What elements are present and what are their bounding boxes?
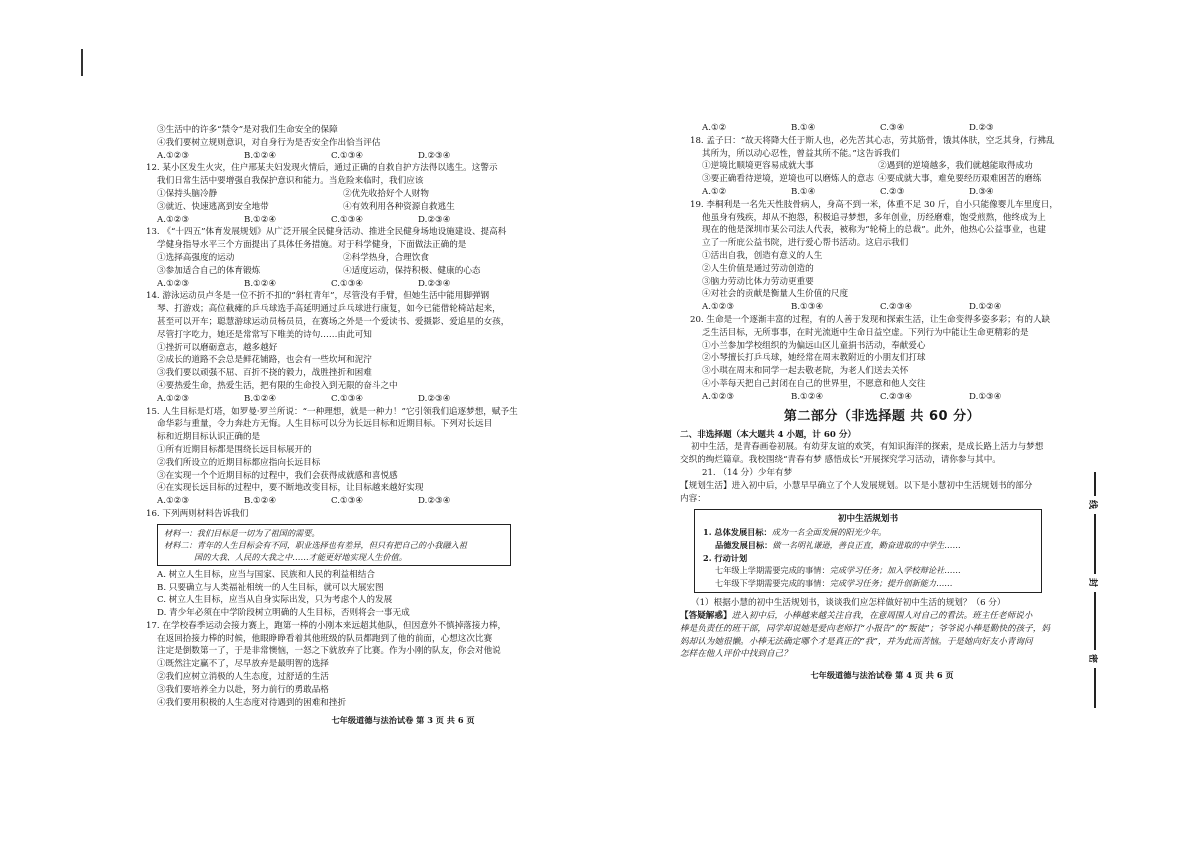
q21-stem-1: 【规划生活】进入初中后，小慧早早确立了个人发展规划。以下是小慧初中生活规划书的部分 xyxy=(680,480,1033,491)
binding-dash xyxy=(1094,668,1096,708)
q14-stem-4: 尽管打字吃力，她还是常常写下唯美的诗句……由此可知 xyxy=(157,329,372,340)
q16-material-1: 材料一：我们目标是一切为了祖国的需要。 xyxy=(164,527,320,538)
q15-stem-1: 15. 人生目标是灯塔，如罗曼·罗兰所说：“一种理想，就是一种力！”它引领我们追逐梦想，赋予生 xyxy=(146,406,518,417)
q15-stem-2: 命华彩与重量，令力奔赴方无悔。人生目标可以分为长远目标和近期目标。下列对长远目 xyxy=(157,419,493,430)
exam-page-4 xyxy=(680,122,1084,682)
q18-item-4: ④要成就大事，难免要经历艰难困苦的磨练 xyxy=(878,174,1042,185)
q17-item-3: ③我们要培养全力以赴，努力前行的勇敢品格 xyxy=(157,684,329,695)
option-b[interactable]: B.①②④ xyxy=(244,393,277,404)
plan-moral-goal xyxy=(703,539,1033,552)
option-a[interactable]: A.①②③ xyxy=(157,214,190,225)
q21-heading: 21. （14 分）少年有梦 xyxy=(702,467,793,478)
q11-item-4: ④我们要树立规则意识，对自身行为是否安全作出恰当评估 xyxy=(157,137,381,148)
plan-overall-goal xyxy=(703,526,1033,539)
plan-action-1-label: 七年级上学期需要完成的事情： xyxy=(715,565,830,576)
q19-item-4: ④对社会的贡献是衡量人生价值的尺度 xyxy=(702,289,849,300)
q14-options xyxy=(146,393,660,406)
q20-stem-2: 乏生活目标，无所事事，在时光流逝中生命日益空虚。下列行为中能让生命更精彩的是 xyxy=(702,327,1029,338)
binding-dash xyxy=(1094,514,1096,574)
q13-items-row-2 xyxy=(146,265,660,278)
q20-item-3: ③小琪在周末和同学一起去敬老院，为老人们送去关怀 xyxy=(702,366,909,377)
q14-stem-3: 甚至可以开车；聪慧游球运动员杨员员，在赛场之外是一个爱读书、爱摄影、爱追星的女孩， xyxy=(157,316,510,327)
section-two-intro-2: 交织的绚烂篇章。我校围绕“青春有梦 感悟成长”开展探究学习活动，请你参与其中。 xyxy=(680,455,1001,466)
q17-stem-3: 注定是倒数第一了，于是非常懊恼，一怒之下就放弃了比赛。作为小刚的队友，你会对他说 xyxy=(157,646,501,657)
option-c[interactable]: C.①③④ xyxy=(331,278,364,289)
binding-mark-xian: 线 xyxy=(1087,499,1098,510)
q14-stem-1: 14. 游泳运动员卢冬是一位不折不扣的“斜杠青年”，尽管没有手臂，但她生活中能用脚弹钢 xyxy=(146,291,490,302)
q16-option-a[interactable]: A. 树立人生目标，应当与国家、民族和人民的利益相结合 xyxy=(157,569,375,580)
q15-item-3: ③在实现一个个近期目标的过程中，我们会获得成就感和喜悦感 xyxy=(157,470,398,481)
option-a[interactable]: A.①②③ xyxy=(157,496,190,507)
q20-stem-1: 20. 生命是一个逐渐丰富的过程，有的人善于发现和探索生活，让生命变得多姿多彩；有的人缺 xyxy=(690,314,1051,325)
option-b[interactable]: B.①②④ xyxy=(244,150,277,161)
q13-item-4: ④适度运动，保持积极、健康的心态 xyxy=(343,265,481,276)
option-a[interactable]: A.①②③ xyxy=(157,393,190,404)
q16-option-b[interactable]: B. 只要确立与人类福祉相统一的人生目标，就可以大展宏图 xyxy=(157,582,384,593)
option-b[interactable]: B.①④ xyxy=(791,123,816,133)
q17-stem-2: 在返回拾接力棒的时候，他眼睁睁看着其他班级的队员都跑到了他的前面，心想这次比赛 xyxy=(157,633,493,644)
q19-stem-3: 现在的他是深圳市某公司法人代表，被称为“轮椅上的总裁”。此外，他热心公益事业，也建 xyxy=(702,225,1046,236)
option-a[interactable]: A.①②③ xyxy=(157,278,190,289)
plan-overall-goal-label: 1. 总体发展目标： xyxy=(703,527,772,538)
answer-label: 【答疑解惑】 xyxy=(680,611,732,622)
answer-text-1: 进入初中后，小棒越来越关注自我，在意周围人对自己的看法。班主任老师说小 xyxy=(731,611,1033,622)
answer-line-4: 怎样在他人评价中找到自己？ xyxy=(680,649,792,660)
q18-items-row-2 xyxy=(680,173,1084,186)
option-c[interactable]: C.②③④ xyxy=(880,302,913,313)
q11-options xyxy=(146,150,660,163)
q15-stem-3: 标和近期目标认识正确的是 xyxy=(157,432,261,443)
q16-material-2-cont: 国的大我、人民的大我之中……才能更好地实现人生价值。 xyxy=(194,551,407,562)
q14-item-3: ③我们要以顽强不屈、百折不挠的毅力，战胜挫折和困难 xyxy=(157,368,372,379)
q16-material-2: 材料二：青年的人生目标会有不同，职业选择也有差异，但只有把自己的小我融入祖 xyxy=(164,539,467,550)
q15-options xyxy=(146,495,660,508)
scan-edge-mark xyxy=(81,49,83,76)
option-b[interactable]: B.①④ xyxy=(791,186,816,197)
q16-stem: 16. 下列两则材料告诉我们 xyxy=(146,508,249,519)
q20-options xyxy=(680,391,1084,404)
section-two-intro-1: 初中生活，是青春画卷初展。有幼芽友谊的欢笑，有知识海洋的探索，是成长路上活力与梦想 xyxy=(691,442,1044,453)
option-a[interactable]: A.①②③ xyxy=(157,150,190,161)
q19-item-1: ①活出自我，创造有意义的人生 xyxy=(702,250,823,261)
answer-line-2: 棒是负责任的班干部，同学却说她是爱向老师打“小报告”的“叛徒”；爷爷说小棒是勤快的孩子，妈 xyxy=(680,623,1050,634)
q12-stem-2: 我们日常生活中要增强自我保护意识和能力。当危险来临时，我们应该 xyxy=(157,176,424,187)
q14-item-1: ①挫折可以磨砺意志，越多越好 xyxy=(157,342,278,353)
option-a[interactable]: A.①② xyxy=(702,123,727,133)
option-d[interactable]: D.②③ xyxy=(969,123,994,133)
q13-stem-1: 13. 《“十四五”体育发展规划》从广泛开展全民健身活动、推进全民健身场地设施建设、提高科 xyxy=(146,227,507,238)
option-b[interactable]: B.①②④ xyxy=(244,496,277,507)
option-a[interactable]: A.①②③ xyxy=(702,302,735,313)
plan-action-2-label: 七年级下学期需要完成的事情： xyxy=(715,577,830,588)
q12-item-1: ①保持头脑冷静 xyxy=(157,188,218,199)
q18-items-row-1 xyxy=(680,160,1084,173)
part-two-title: 第二部分（非选择题 共 60 分） xyxy=(783,408,981,424)
binding-mark-mi: 密 xyxy=(1087,653,1098,664)
option-d[interactable]: D.①③④ xyxy=(969,391,1002,402)
binding-line xyxy=(1085,470,1107,720)
q19-stem-4: 立了一所庇公益书院，进行爱心帮书活动。这启示我们 xyxy=(702,238,909,249)
q15-item-4: ④在实现长远目标的过程中，要不断地改变目标，让目标越来越好实现 xyxy=(157,483,424,494)
option-b[interactable]: B.①③④ xyxy=(791,302,824,313)
q19-item-3: ③脑力劳动比体力劳动更重要 xyxy=(702,276,814,287)
q15-item-1: ①所有近期目标都是围绕长远目标展开的 xyxy=(157,444,312,455)
option-c[interactable]: C.②③④ xyxy=(880,391,913,402)
q18-stem-2: 其所为，所以动心忍性，曾益其所不能。”这告诉我们 xyxy=(702,148,900,159)
binding-dash xyxy=(1094,472,1096,496)
option-c[interactable]: C.①③④ xyxy=(331,496,364,507)
q12-stem-1: 12. 某小区发生火灾，住户邢某夫妇发现火情后，通过正确的自救自护方法得以逃生。这警示 xyxy=(146,163,498,174)
q18-item-3: ③要正确看待逆境，逆境也可以磨炼人的意志 xyxy=(702,174,874,185)
q13-options xyxy=(146,278,660,291)
q12-options xyxy=(146,214,660,227)
plan-overall-goal-text: 成为一名全面发展的阳光少年。 xyxy=(771,527,887,538)
q19-stem-1: 19. 李桐利是一名先天性肢骨病人，身高不到一米，体重不足 30 斤，自小只能像婴儿车里度日， xyxy=(690,199,1058,210)
q17-item-1: ①既然注定赢不了，尽早放弃是最明智的选择 xyxy=(157,659,329,670)
option-a[interactable]: A.①② xyxy=(702,186,727,197)
plan-moral-goal-label: 品德发展目标： xyxy=(715,539,773,550)
life-plan-title: 初中生活规划书 xyxy=(837,514,899,525)
answer-line-3: 妈却认为她很懒。小棒无法确定哪个才是真正的“我”，并为此而苦恼。于是她向好友小青询问 xyxy=(680,636,1033,647)
q12-items-row-2 xyxy=(146,201,660,214)
binding-dash xyxy=(1094,592,1096,650)
page-footer-left: 七年级道德与法治试卷 第 3 页 共 6 页 xyxy=(331,715,475,726)
q17-item-4: ④我们要用积极的人生态度对待遇到的困难和挫折 xyxy=(157,697,347,708)
q12-item-3: ③就近、快速逃离到安全地带 xyxy=(157,201,269,212)
option-d[interactable]: D.②③④ xyxy=(418,278,451,289)
plan-moral-goal-text: 做一名明礼谦逊，善良正直，勤奋进取的中学生…… xyxy=(772,539,961,550)
q14-item-2: ②成长的道路不会总是鲜花铺路，也会有一些坎坷和泥泞 xyxy=(157,355,372,366)
option-d[interactable]: D.②③④ xyxy=(418,150,451,161)
option-d[interactable]: D.②③④ xyxy=(418,496,451,507)
q13-item-2: ②科学热身，合理饮食 xyxy=(343,252,429,263)
q21-stem-2: 内容： xyxy=(680,493,706,504)
option-d[interactable]: D.①②④ xyxy=(969,302,1002,313)
q16-option-c[interactable]: C. 树立人生目标，应当从自身实际出发，只为考虑个人的发展 xyxy=(157,595,393,606)
q18-stem-1: 18. 孟子曰：“故天将降大任于斯人也，必先苦其心志，劳其筋骨，饿其体肤，空乏其身，行拂乱 xyxy=(690,135,1055,146)
option-d[interactable]: D.③④ xyxy=(969,186,994,197)
option-c[interactable]: C.①③④ xyxy=(331,393,364,404)
q13-stem-2: 学健身指导水平三个方面提出了具体任务措施。对于科学健身，下面做法正确的是 xyxy=(157,240,467,251)
plan-action-1-text: 完成学习任务；加入学校辩论社…… xyxy=(829,565,961,576)
life-plan-box xyxy=(694,509,1042,593)
option-c[interactable]: C.③④ xyxy=(880,123,905,133)
plan-action-heading: 2. 行动计划 xyxy=(703,552,748,563)
q16-option-d[interactable]: D. 青少年必须在中学阶段树立明确的人生目标，否则将会一事无成 xyxy=(157,608,410,619)
plan-action-2-text: 完成学习任务；提升创新能力…… xyxy=(829,577,953,588)
exam-page-3 xyxy=(146,124,660,727)
page-footer-right: 七年级道德与法治试卷 第 4 页 共 6 页 xyxy=(810,670,954,681)
q17-options xyxy=(680,122,1084,135)
option-c[interactable]: C.①③④ xyxy=(331,214,364,225)
q18-item-1: ①逆境比顺境更容易成就大事 xyxy=(702,161,814,172)
q18-item-2: ②遇到的逆境越多，我们就越能取得成功 xyxy=(878,161,1033,172)
plan-action-2 xyxy=(703,577,1033,590)
option-c[interactable]: C.②③ xyxy=(880,186,905,197)
q14-stem-2: 琴、打游戏；高位截瘫的乒乓球选手高延明通过乒乓球进行康复，如今已能借轮椅站起来， xyxy=(157,304,501,315)
q20-item-4: ④小莘每天把自己封闭在自己的世界里，不愿意和他人交往 xyxy=(702,378,926,389)
q12-item-4: ④有效利用各种资源自救逃生 xyxy=(343,201,455,212)
answer-line-1 xyxy=(680,610,1084,623)
section-two-heading: 二、非选择题（本大题共 4 小题，计 60 分） xyxy=(680,429,857,440)
option-b[interactable]: B.①②④ xyxy=(244,214,277,225)
q16-material-box xyxy=(157,524,511,566)
option-d[interactable]: D.②③④ xyxy=(418,393,451,404)
q18-options xyxy=(680,186,1084,199)
q19-stem-2: 他虽身有残疾，却从不抱怨，积极追寻梦想，多年创业，历经磨难，饱受煎熬，他终成为上 xyxy=(702,212,1046,223)
q17-item-2: ②我们应树立消极的人生态度，过舒适的生活 xyxy=(157,672,329,683)
q19-item-2: ②人生价值是通过劳动创造的 xyxy=(702,263,814,274)
q20-item-1: ①小兰参加学校组织的为偏远山区儿童捐书活动，奉献爱心 xyxy=(702,340,926,351)
q17-stem-1: 17. 在学校春季运动会接力赛上，跑第一棒的小刚本来远超其他队，但因意外不慎掉落接力棒， xyxy=(146,620,507,631)
q13-item-1: ①选择高强度的运动 xyxy=(157,252,235,263)
q12-items-row-1 xyxy=(146,188,660,201)
q13-items-row-1 xyxy=(146,252,660,265)
q15-item-2: ②我们所设立的近期目标都应指向长远目标 xyxy=(157,457,321,468)
q20-item-2: ②小琴擅长打乒乓球，她经常在周末教附近的小朋友们打球 xyxy=(702,353,926,364)
q12-item-2: ②优先收拾好个人财物 xyxy=(343,188,429,199)
q14-item-4: ④要热爱生命，热爱生活，把有限的生命投入到无限的奋斗之中 xyxy=(157,380,398,391)
option-b[interactable]: B.①②④ xyxy=(791,391,824,402)
option-b[interactable]: B.①②④ xyxy=(244,278,277,289)
q19-options xyxy=(680,301,1084,314)
q13-item-3: ③参加适合自己的体育锻炼 xyxy=(157,265,261,276)
q21-subquestion-1: （1）根据小慧的初中生活规划书，谈谈我们应怎样做好初中生活的规划？（6 分） xyxy=(691,598,1006,609)
plan-action-1 xyxy=(703,564,1033,577)
option-d[interactable]: D.②③④ xyxy=(418,214,451,225)
option-c[interactable]: C.①③④ xyxy=(331,150,364,161)
q11-item-3: ③生活中的许多“禁令”是对我们生命安全的保障 xyxy=(157,125,338,135)
binding-mark-feng: 封 xyxy=(1087,577,1098,588)
option-a[interactable]: A.①②③ xyxy=(702,391,735,402)
